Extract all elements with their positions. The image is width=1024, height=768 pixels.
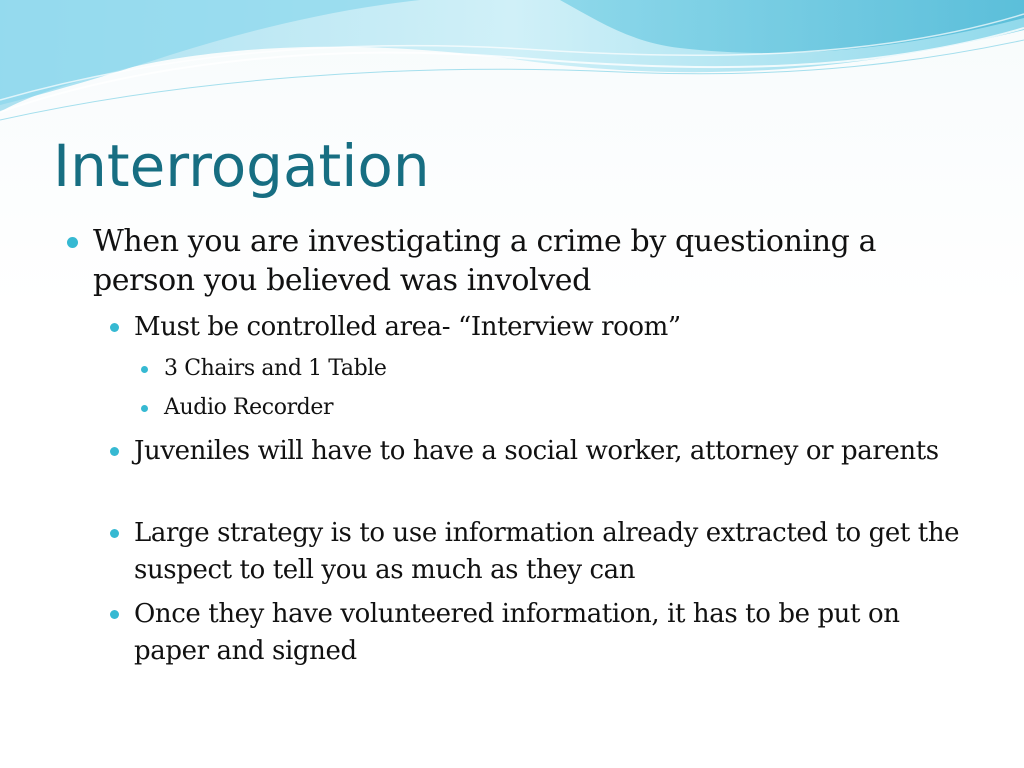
slide-title: Interrogation	[53, 132, 430, 200]
bullet-dot-icon	[141, 405, 148, 412]
bullet-text: When you are investigating a crime by questioning a person you believed was involved	[93, 224, 877, 298]
bullet-dot-icon	[110, 610, 119, 619]
bullet-text: 3 Chairs and 1 Table	[164, 356, 387, 381]
bullet-dot-icon	[110, 529, 119, 538]
bullet-dot-icon	[141, 366, 148, 373]
bullet-text: Audio Recorder	[164, 395, 334, 420]
bullet-item	[134, 309, 974, 346]
bullet-item	[164, 393, 964, 423]
bullet-item	[134, 596, 974, 670]
bullet-item	[134, 515, 974, 589]
bullet-dot-icon	[110, 323, 119, 332]
bullet-dot-icon	[110, 447, 119, 456]
bullet-text: Juveniles will have to have a social worker, attorney or parents	[134, 436, 939, 466]
bullet-text: Large strategy is to use information already extracted to get the suspect to tell you as much as they can	[134, 518, 960, 585]
bullet-item	[134, 433, 974, 470]
bullet-text: Must be controlled area- “Interview room”	[134, 312, 681, 342]
bullet-dot-icon	[67, 237, 78, 248]
bullet-text: Once they have volunteered information, it has to be put on paper and signed	[134, 599, 900, 666]
bullet-item	[164, 354, 964, 384]
bullet-item	[93, 222, 973, 300]
